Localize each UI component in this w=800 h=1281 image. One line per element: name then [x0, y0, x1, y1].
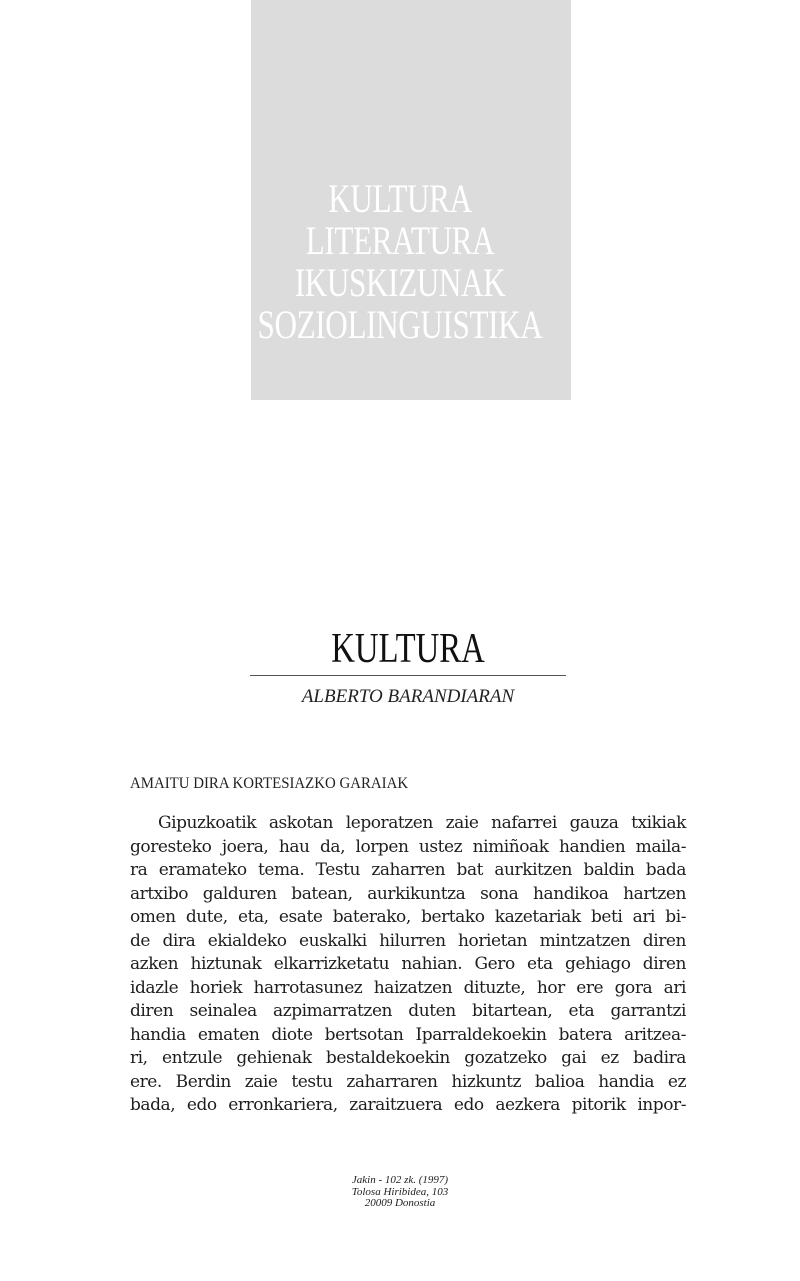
body-line: goresteko joera, hau da, lorpen ustez nimiñoak handien maila- [130, 836, 686, 857]
colophon [300, 1175, 500, 1210]
section-item-soziolinguistika: SOZIOLINGUISTIKA [257, 302, 543, 347]
body-line: bada, edo erronkariera, zaraitzuera edo aezkera pitorik inpor- [130, 1095, 686, 1115]
body-line: omen dute, eta, esate baterako, bertako kazetariak beti ari bi- [130, 907, 686, 927]
body-line: ere. Berdin zaie testu zaharraren hizkuntz balioa handia ez [130, 1071, 686, 1092]
colophon-city: 20009 Donostia [364, 1197, 436, 1209]
body-line: ra eramateko tema. Testu zaharren bat aurkitzen baldin bada [130, 860, 686, 880]
colophon-journal: Jakin - 102 zk. (1997) [351, 1174, 449, 1186]
article-author: ALBERTO BARANDIARAN [301, 686, 515, 707]
body-line: handia ematen diote bertsotan Iparraldekoekin batera aritzea- [130, 1024, 686, 1045]
section-item-literatura: LITERATURA [305, 218, 495, 263]
section-item-kultura: KULTURA [328, 176, 472, 221]
article-subheading: AMAITU DIRA KORTESIAZKO GARAIAK [130, 775, 409, 792]
body-line: Gipuzkoatik askotan leporatzen zaie nafarrei gauza txikiak [158, 813, 686, 833]
colophon-address: Tolosa Hiribidea, 103 [351, 1185, 449, 1198]
body-line: artxibo galduren batean, aurkikuntza sona handikoa hartzen [130, 883, 686, 904]
article-body [130, 812, 686, 1118]
article-title: KULTURA [331, 626, 485, 672]
section-list [0, 178, 800, 346]
title-divider [250, 675, 566, 676]
body-line: azken hiztunak elkarrizketatu nahian. Gero eta gehiago diren [130, 954, 686, 974]
section-item-ikuskizunak: IKUSKIZUNAK [294, 260, 506, 305]
body-line: idazle horiek harrotasunez haizatzen dituzte, hor ere gora ari [130, 977, 686, 998]
body-line: diren seinalea azpimarratzen duten bitartean, eta garrantzi [130, 1001, 686, 1021]
body-line: ri, entzule gehienak bestaldekoekin gozatzeko gai ez badira [130, 1048, 686, 1068]
body-line: de dira ekialdeko euskalki hilurren horietan mintzatzen diren [130, 930, 686, 951]
